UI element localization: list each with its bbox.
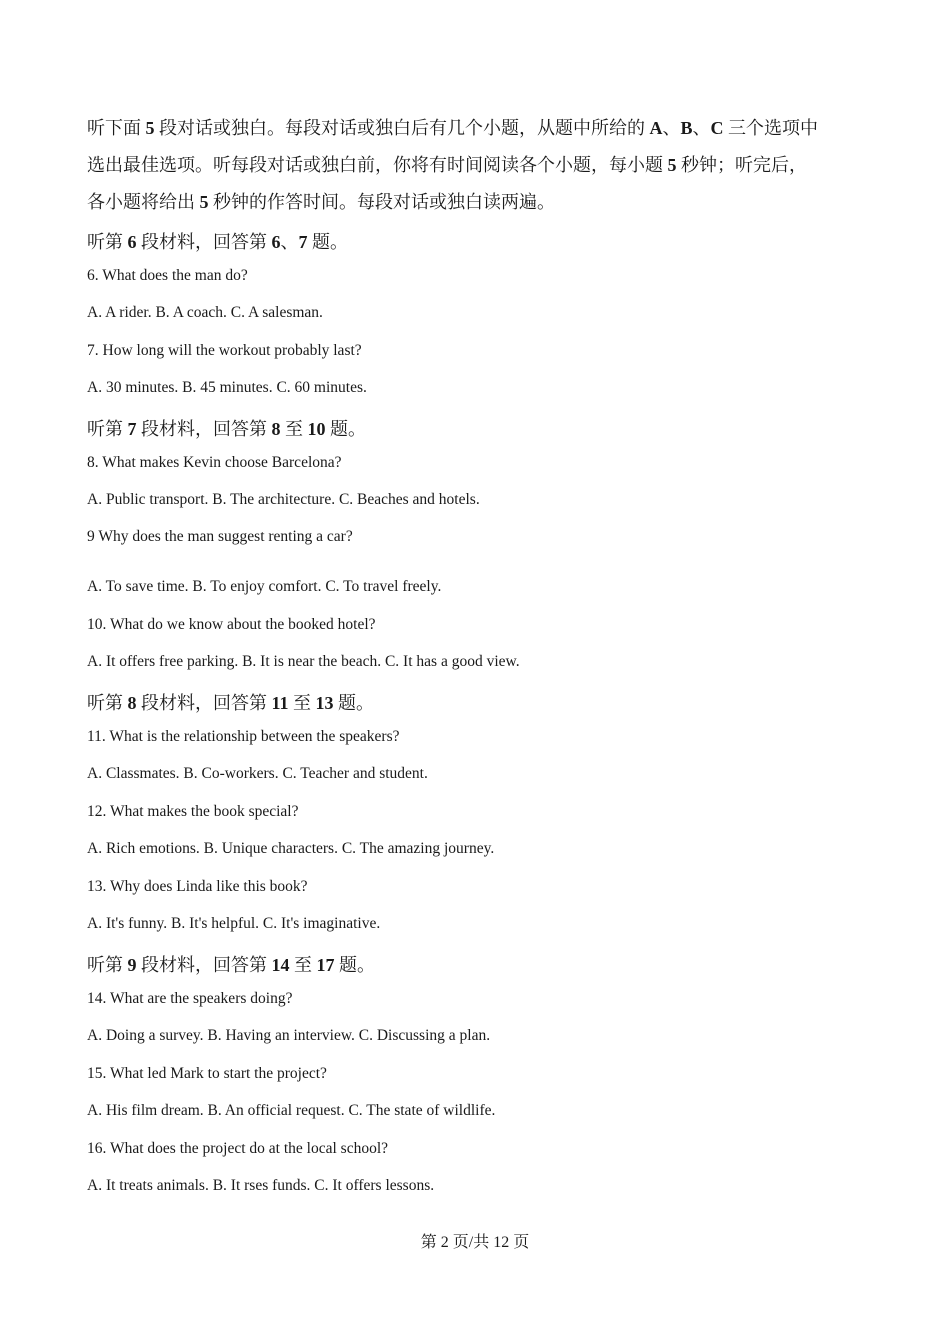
text-segment: 段材料，回答第 xyxy=(136,693,272,713)
question-text: 15. What led Mark to start the project? xyxy=(87,1065,327,1082)
answer-options: A. It's funny. B. It's helpful. C. It's imaginative. xyxy=(87,915,381,932)
text-segment: 题。 xyxy=(325,419,366,439)
question-text: 8. What makes Kevin choose Barcelona? xyxy=(87,454,342,471)
bold-number: 14 xyxy=(271,955,290,975)
bold-number: 5 xyxy=(667,155,677,175)
text-segment: 题。 xyxy=(333,693,375,713)
answer-options: A. Doing a survey. B. Having an interview. C. Discussing a plan. xyxy=(87,1027,491,1044)
text-segment: 听下面 xyxy=(87,118,146,138)
bold-number: 6 xyxy=(127,232,137,252)
text-segment: 三个选项中 xyxy=(723,118,819,138)
instruction-line xyxy=(87,110,887,147)
instruction-line xyxy=(87,184,887,221)
text-segment: 至 xyxy=(289,955,317,975)
answer-options: A. Classmates. B. Co-workers. C. Teacher and student. xyxy=(87,765,428,782)
bold-number: 7 xyxy=(127,419,137,439)
question-text: 14. What are the speakers doing? xyxy=(87,990,293,1007)
text-segment: 至 xyxy=(280,419,308,439)
question-text: 7. How long will the workout probably last? xyxy=(87,342,362,359)
question-text: 6. What does the man do? xyxy=(87,267,248,284)
bold-number: A xyxy=(649,118,663,138)
bold-number: 9 xyxy=(127,955,137,975)
bold-number: 6 xyxy=(271,232,281,252)
bold-number: 8 xyxy=(127,693,137,713)
answer-options: A. 30 minutes. B. 45 minutes. C. 60 minutes. xyxy=(87,379,367,396)
text-segment: 题。 xyxy=(334,955,375,975)
section-heading xyxy=(87,415,366,441)
text-segment: 听第 xyxy=(87,955,128,975)
answer-options: A. A rider. B. A coach. C. A salesman. xyxy=(87,304,323,321)
section-heading xyxy=(87,689,374,715)
answer-options: A. It treats animals. B. It rses funds. C. It offers lessons. xyxy=(87,1177,435,1194)
text-segment: 各小题将给出 xyxy=(87,192,200,212)
bold-number: 10 xyxy=(307,419,326,439)
question-text: 13. Why does Linda like this book? xyxy=(87,878,308,895)
question-text: 11. What is the relationship between the speakers? xyxy=(87,728,400,745)
text-segment: 听第 xyxy=(87,693,128,713)
question-text: 10. What do we know about the booked hotel? xyxy=(87,616,376,633)
question-text: 9 Why does the man suggest renting a car? xyxy=(87,528,353,545)
listening-instructions xyxy=(87,110,887,221)
section-heading xyxy=(87,951,375,977)
text-segment: 秒钟的作答时间。每段对话或独白读两遍。 xyxy=(208,192,555,212)
answer-options: A. Rich emotions. B. Unique characters. C. The amazing journey. xyxy=(87,840,495,857)
section-heading xyxy=(87,228,348,254)
bold-number: 11 xyxy=(271,693,289,713)
text-segment: 、 xyxy=(662,118,681,138)
answer-options: A. It offers free parking. B. It is near the beach. C. It has a good view. xyxy=(87,653,520,670)
text-segment: 至 xyxy=(288,693,316,713)
bold-number: 17 xyxy=(316,955,335,975)
bold-number: 8 xyxy=(271,419,281,439)
bold-number: 5 xyxy=(199,192,209,212)
page-footer: 第 2 页/共 12 页 xyxy=(420,1234,530,1251)
answer-options: A. Public transport. B. The architecture. C. Beaches and hotels. xyxy=(87,491,480,508)
bold-number: 7 xyxy=(298,232,308,252)
answer-options: A. To save time. B. To enjoy comfort. C. To travel freely. xyxy=(87,578,442,595)
bold-number: B xyxy=(680,118,693,138)
bold-number: C xyxy=(710,118,724,138)
answer-options: A. His film dream. B. An official request. C. The state of wildlife. xyxy=(87,1102,496,1119)
text-segment: 、 xyxy=(280,232,299,252)
text-segment: 、 xyxy=(692,118,711,138)
text-segment: 题。 xyxy=(307,232,348,252)
question-text: 16. What does the project do at the local school? xyxy=(87,1140,389,1157)
question-text: 12. What makes the book special? xyxy=(87,803,299,820)
bold-number: 5 xyxy=(145,118,155,138)
text-segment: 秒钟；听完后， xyxy=(676,155,807,175)
text-segment: 段材料，回答第 xyxy=(136,419,272,439)
text-segment: 听第 xyxy=(87,419,128,439)
text-segment: 段材料，回答第 xyxy=(136,955,272,975)
bold-number: 13 xyxy=(315,693,334,713)
text-segment: 段材料，回答第 xyxy=(136,232,272,252)
text-segment: 段对话或独白。每段对话或独白后有几个小题，从题中所给的 xyxy=(154,118,650,138)
text-segment: 听第 xyxy=(87,232,128,252)
text-segment: 选出最佳选项。听每段对话或独白前，你将有时间阅读各个小题，每小题 xyxy=(87,155,668,175)
instruction-line xyxy=(87,147,887,184)
